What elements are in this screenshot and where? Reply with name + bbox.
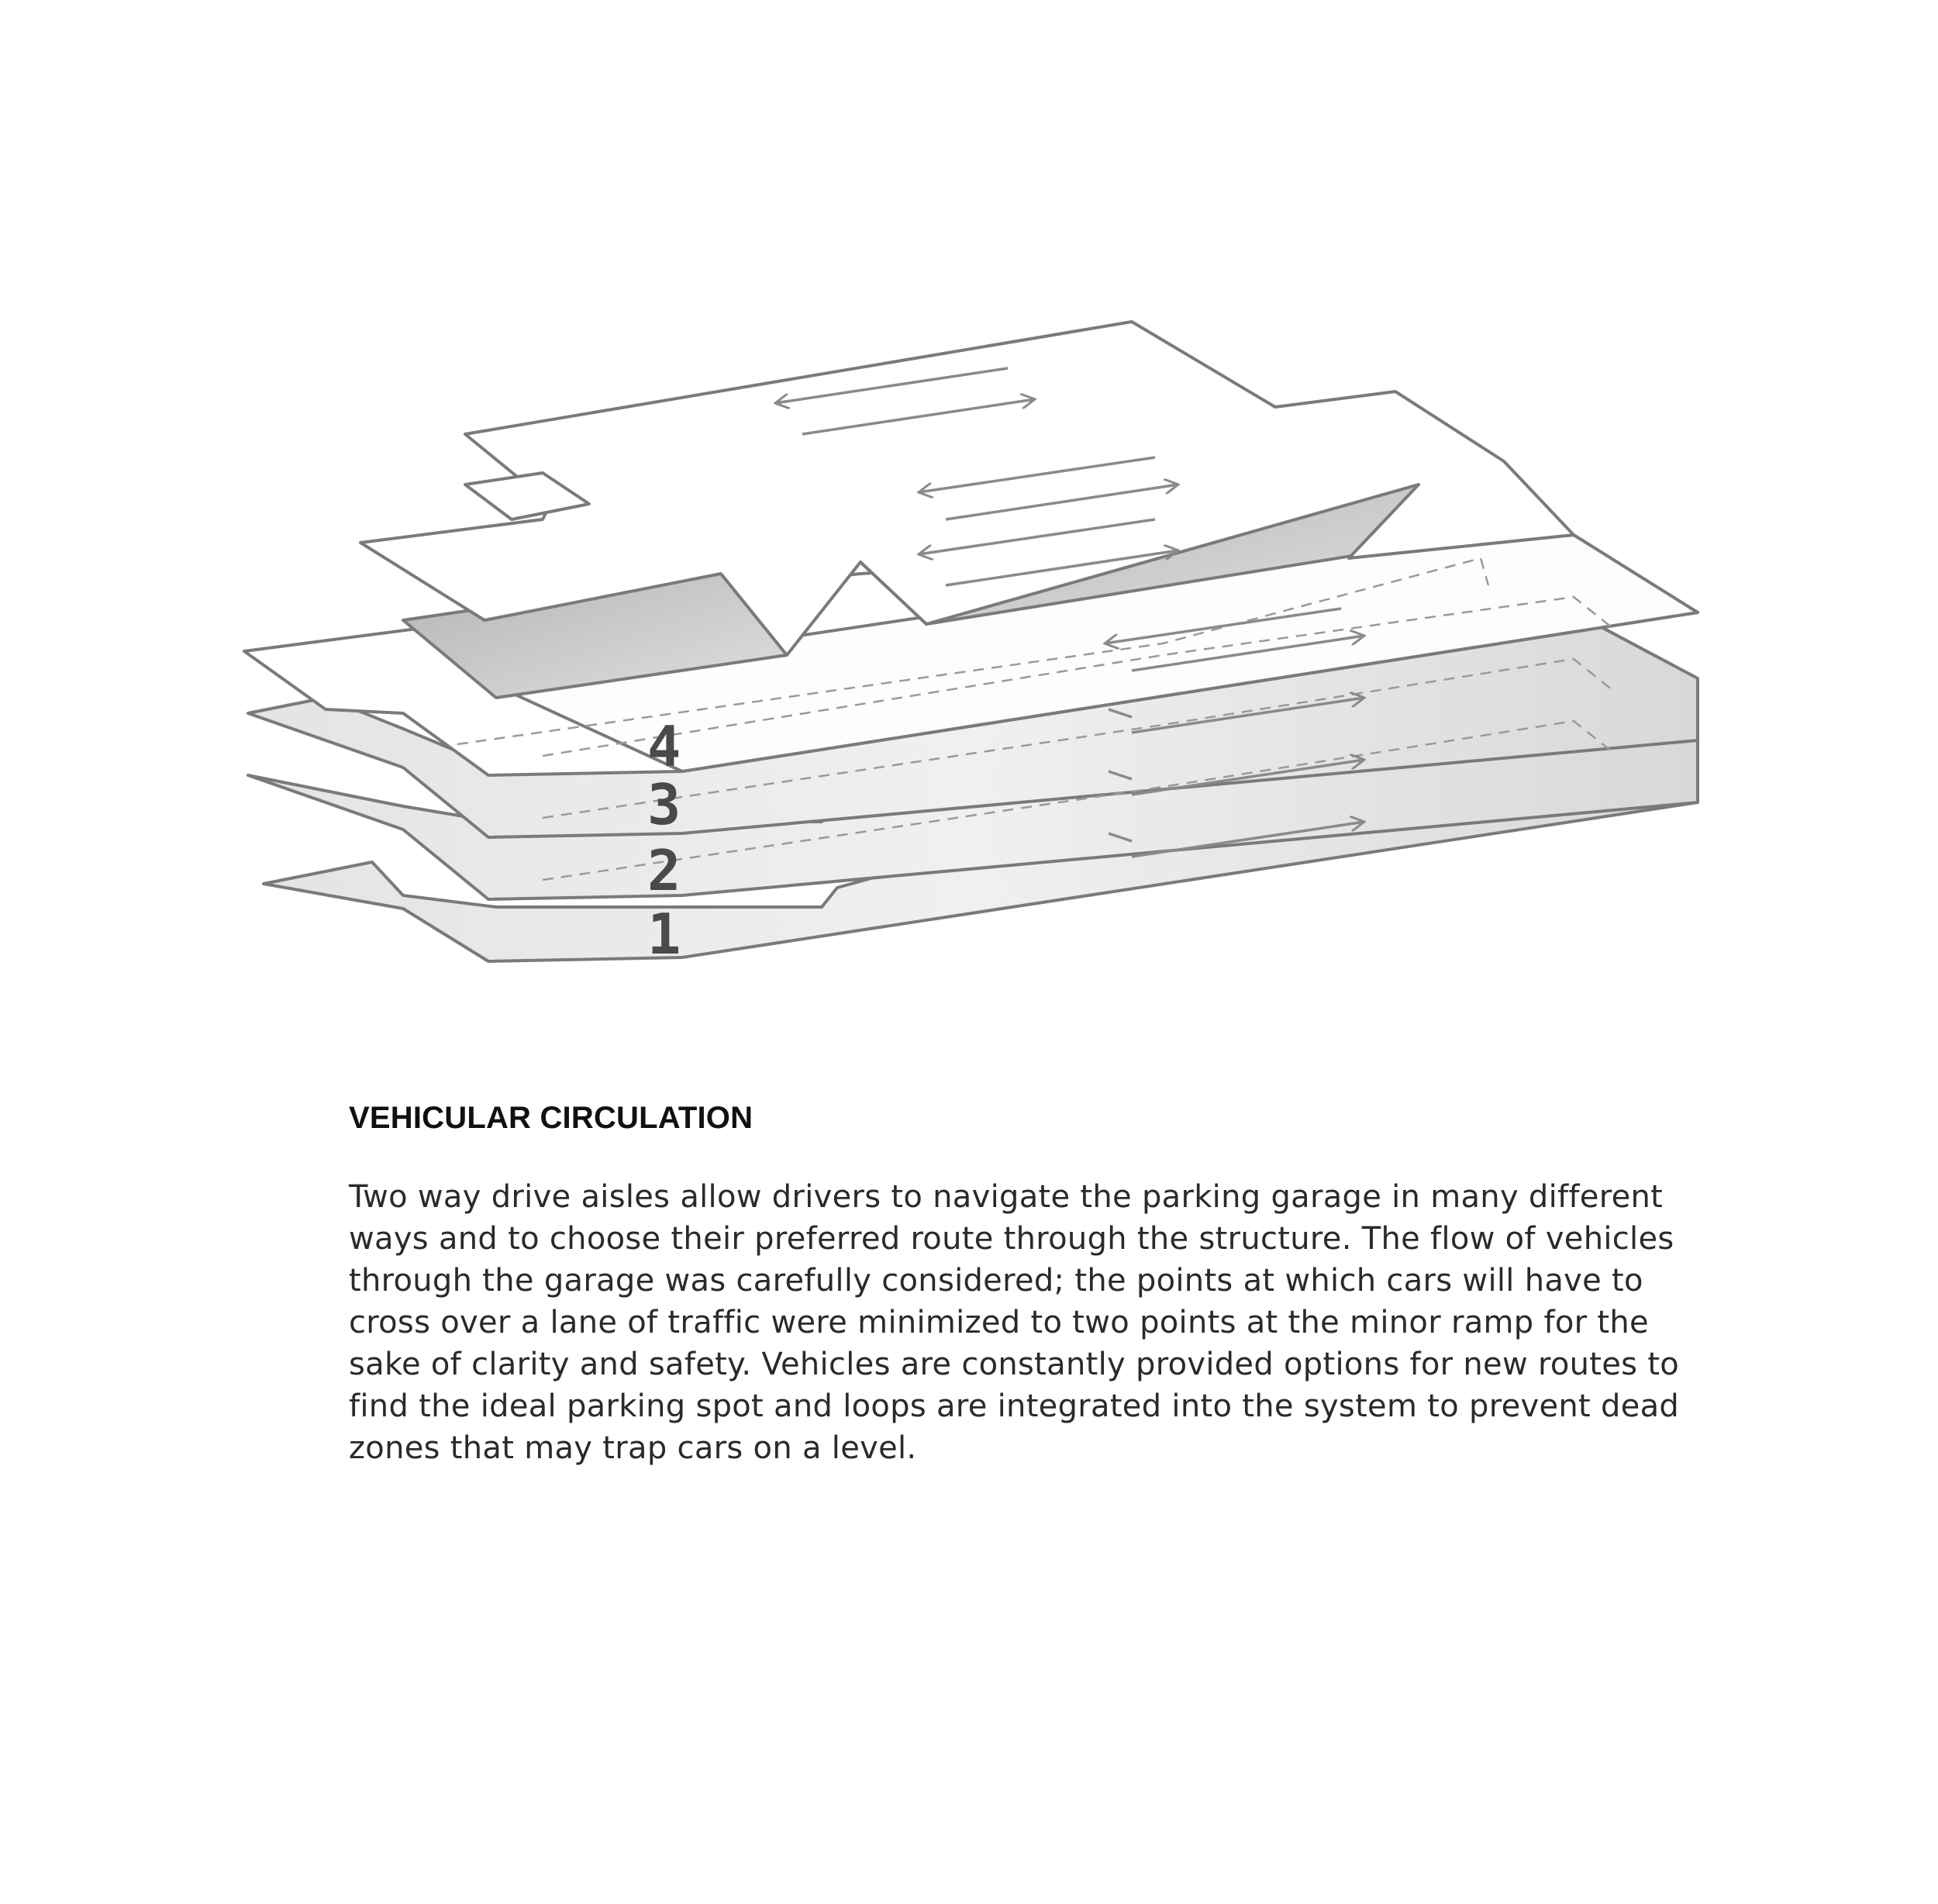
section-body: Two way drive aisles allow drivers to navigate the parking garage in many different ways and to choose their preferred route through the structure. The flow of vehicles through the garage was carefully considered; the points at which cars will have to cross over a lane of traffic were minimized to two points at the minor ramp for the sake of clarity and safety. Vehicles are constantly provided options for new routes to find the ideal parking spot and loops are integrated into the system to prevent dead zones that may trap cars on a level. <box>349 1179 1680 1466</box>
level-label-4: 4 <box>647 714 681 779</box>
level-label-3: 3 <box>647 772 681 837</box>
level-label-2: 2 <box>647 838 681 903</box>
description-block <box>349 1101 1682 1469</box>
section-heading: VEHICULAR CIRCULATION <box>349 1101 753 1135</box>
level-label-1: 1 <box>647 902 681 967</box>
